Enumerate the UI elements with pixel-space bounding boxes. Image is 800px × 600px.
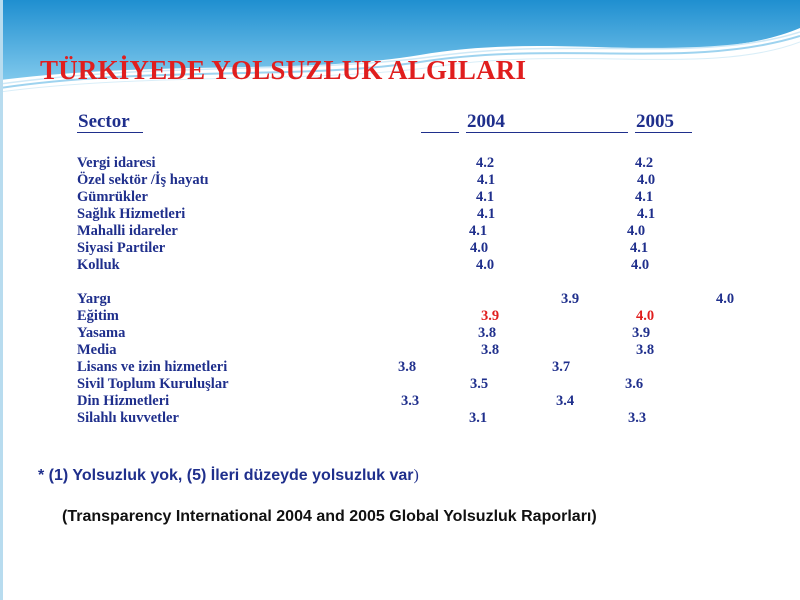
table-row — [0, 342, 800, 359]
sector-label: Yargı — [77, 291, 111, 307]
table-row — [0, 376, 800, 393]
value-2005: 4.0 — [716, 291, 735, 307]
value-2005-highlighted: 4.0 — [636, 308, 655, 324]
header-2004-underline — [466, 132, 628, 133]
sector-label: Lisans ve izin hizmetleri — [77, 359, 228, 375]
sector-label: Eğitim — [77, 308, 119, 324]
scale-note-close-paren: ) — [413, 467, 419, 484]
table-row — [0, 308, 800, 325]
value-2004: 4.0 — [476, 257, 495, 273]
table-row — [0, 257, 800, 274]
value-2004: 4.1 — [477, 206, 496, 222]
value-2005: 3.3 — [628, 410, 647, 426]
sector-label: Din Hizmetleri — [77, 393, 170, 409]
value-2004: 3.3 — [401, 393, 420, 409]
value-2005: 4.1 — [630, 240, 649, 256]
table-row — [0, 223, 800, 240]
header-year-2005: 2005 — [636, 111, 674, 132]
header-sector-underline — [77, 132, 143, 133]
value-2004: 3.8 — [481, 342, 500, 358]
value-2004: 4.1 — [469, 223, 488, 239]
sector-label: Yasama — [77, 325, 126, 341]
value-2004: 3.8 — [398, 359, 417, 375]
table-row — [0, 410, 800, 427]
header-blank-underline — [421, 132, 459, 133]
value-2004: 4.1 — [477, 172, 496, 188]
value-2005: 4.0 — [627, 223, 646, 239]
source-citation: (Transparency International 2004 and 2005 Global Yolsuzluk Raporları) — [62, 508, 597, 525]
value-2004: 3.5 — [470, 376, 489, 392]
value-2005: 4.1 — [637, 206, 656, 222]
table-row — [0, 291, 800, 308]
value-2004: 4.0 — [470, 240, 489, 256]
header-sector: Sector — [78, 111, 130, 132]
sector-label: Kolluk — [77, 257, 120, 273]
value-2004: 3.1 — [469, 410, 488, 426]
table-row — [0, 359, 800, 376]
sector-label: Silahlı kuvvetler — [77, 410, 179, 426]
value-2004: 4.2 — [476, 155, 495, 171]
sector-label: Sivil Toplum Kuruluşlar — [77, 376, 229, 392]
value-2004: 4.1 — [476, 189, 495, 205]
table-row — [0, 393, 800, 410]
table-row — [0, 206, 800, 223]
sector-label: Siyasi Partiler — [77, 240, 166, 256]
header-year-2004: 2004 — [467, 111, 505, 132]
value-2005: 3.4 — [556, 393, 575, 409]
value-2005: 4.0 — [637, 172, 656, 188]
scale-note — [38, 467, 419, 485]
sector-label: Media — [77, 342, 117, 358]
value-2005: 3.6 — [625, 376, 644, 392]
sector-label: Vergi idaresi — [77, 155, 156, 171]
value-2005: 4.1 — [635, 189, 654, 205]
sector-label: Gümrükler — [77, 189, 148, 205]
sector-label: Mahalli idareler — [77, 223, 178, 239]
sector-label: Özel sektör /İş hayatı — [77, 172, 209, 188]
table-row — [0, 240, 800, 257]
scale-note-text: * (1) Yolsuzluk yok, (5) İleri düzeyde yolsuzluk var — [38, 467, 414, 484]
value-2005: 3.7 — [552, 359, 571, 375]
table-row — [0, 189, 800, 206]
slide-title: TÜRKİYEDE YOLSUZLUK ALGILARI — [40, 55, 527, 85]
value-2005: 3.9 — [632, 325, 651, 341]
table-row — [0, 325, 800, 342]
value-2005: 4.0 — [631, 257, 650, 273]
table-row — [0, 172, 800, 189]
value-2004: 3.8 — [478, 325, 497, 341]
value-2005: 3.8 — [636, 342, 655, 358]
header-2005-underline — [635, 132, 692, 133]
value-2004-highlighted: 3.9 — [481, 308, 500, 324]
sector-label: Sağlık Hizmetleri — [77, 206, 186, 222]
value-2005: 4.2 — [635, 155, 654, 171]
value-2004: 3.9 — [561, 291, 580, 307]
table-row — [0, 155, 800, 172]
